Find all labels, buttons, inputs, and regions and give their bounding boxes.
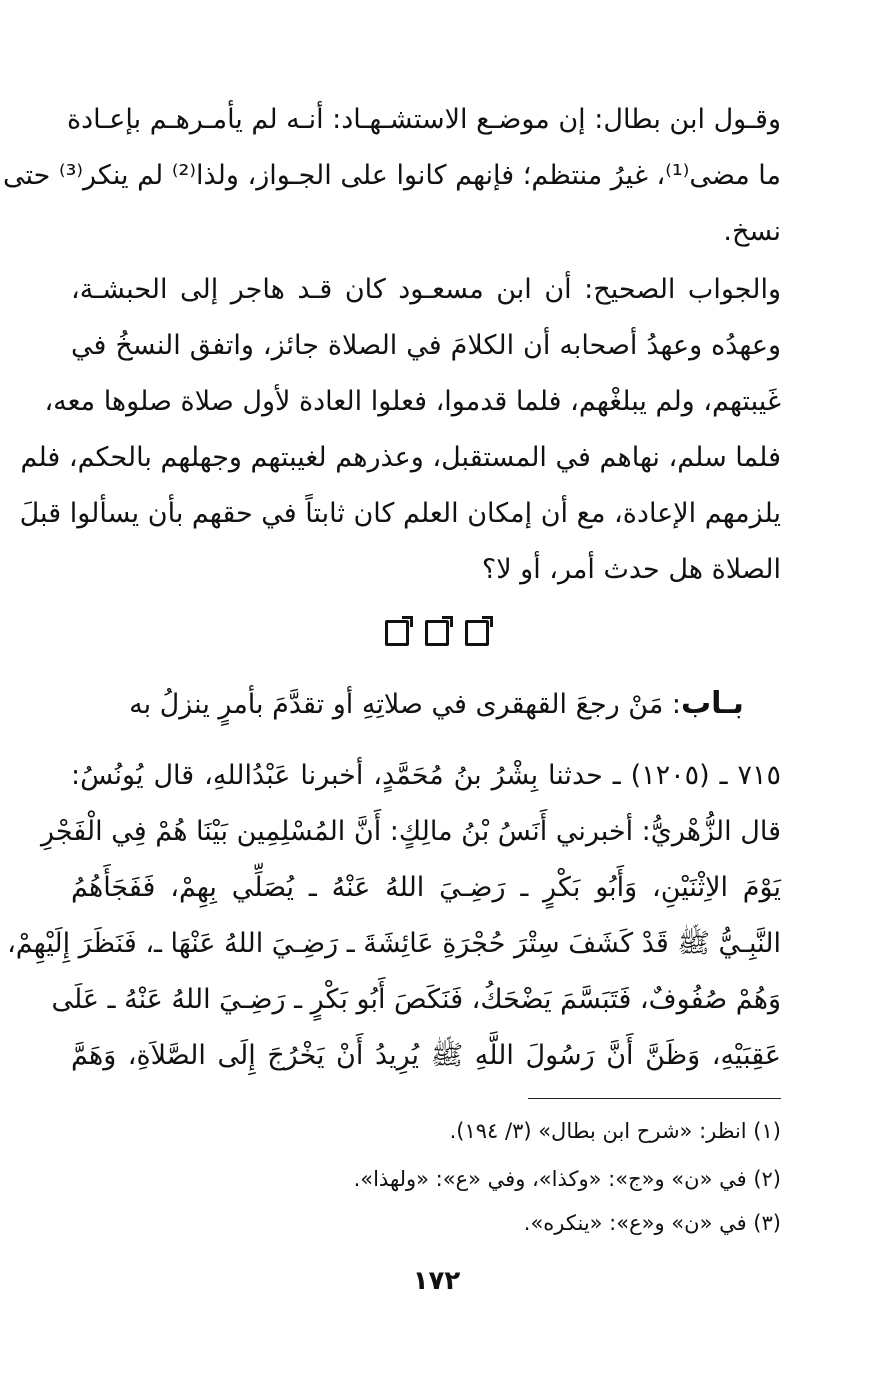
chapter-heading bbox=[0, 684, 873, 725]
square-ornament-icon bbox=[385, 620, 409, 646]
square-ornament-icon bbox=[425, 620, 449, 646]
hadith-line: يَوْمَ الاِثْنَيْنِ، وَأَبُو بَكْرٍ ـ رَضِـيَ اللهُ عَنْهُ ـ يُصَلِّي بِهِمْ، فَفَجَأَهُمُ bbox=[71, 872, 781, 903]
hadith-line: قال الزُّهْريُّ: أخبرني أَنَسُ بْنُ مالِكٍ: أَنَّ المُسْلِمِين بَيْنَا هُمْ فِي الْفَجْرِ bbox=[40, 816, 781, 847]
paragraph-line: والجواب الصحيح: أن ابن مسعـود كان قـد هاجر إلى الحبشـة، bbox=[71, 274, 781, 305]
paragraph-line: وعهدُه وعهدُ أصحابه أن الكلامَ في الصلاة جائز، واتفق النسخُ في bbox=[71, 330, 781, 361]
hadith-line: ٧١٥ ـ (١٢٠٥) ـ حدثنا بِشْرُ بنُ مُحَمَّدٍ، أخبرنا عَبْدُاللهِ، قال يُونُسُ: bbox=[71, 760, 781, 791]
section-divider bbox=[0, 620, 873, 646]
paragraph-line: الصلاة هل حدث أمر، أو لا؟ bbox=[481, 554, 781, 585]
footnote: (١) انظر: «شرح ابن بطال» (٣/ ١٩٤). bbox=[449, 1119, 781, 1143]
paragraph-line: يلزمهم الإعادة، مع أن إمكان العلم كان ثابتاً في حقهم بأن يسألوا قبلَ bbox=[19, 498, 781, 529]
chapter-title-text: : مَنْ رجعَ القهقرى في صلاتِهِ أو تقدَّمَ بأمرٍ ينزلُ به bbox=[129, 689, 681, 720]
paragraph-line: نسخ. bbox=[723, 216, 781, 247]
footnote: (٣) في «ن» و«ع»: «ينكره». bbox=[523, 1211, 781, 1235]
footnote-separator bbox=[528, 1098, 781, 1099]
hadith-line: النَّبِـيُّ ﷺ قَدْ كَشَفَ سِتْرَ حُجْرَةِ عَائِشَةَ ـ رَضِـيَ اللهُ عَنْهَا ـ، فَنَظَرَ إِلَيْهِمْ، bbox=[7, 928, 781, 959]
square-ornament-icon bbox=[465, 620, 489, 646]
paragraph-line: وقـول ابن بطال: إن موضـع الاستشـهـاد: أنـه لم يأمـرهـم بإعـادة bbox=[66, 104, 781, 135]
hadith-line: عَقِبَيْهِ، وَظَنَّ أَنَّ رَسُولَ اللَّهِ ﷺ يُرِيدُ أَنْ يَخْرُجَ إِلَى الصَّلاَةِ، وَهَمَّ bbox=[71, 1040, 781, 1071]
paragraph-line: ما مضى⁽¹⁾، غيرُ منتظم؛ فإنهم كانوا على الجـواز، ولذا⁽²⁾ لم ينكر⁽³⁾ حتى bbox=[3, 160, 781, 191]
paragraph-line: فلما سلم، نهاهم في المستقبل، وعذرهم لغيبتهم وجهلهم بالحكم، فلم bbox=[20, 442, 781, 473]
paragraph-line: غَيبتهم، ولم يبلغْهم، فلما قدموا، فعلوا العادة لأول صلاة صلوها معه، bbox=[44, 386, 781, 417]
hadith-line: وَهُمْ صُفُوفٌ، فَتَبَسَّمَ يَضْحَكُ، فَنَكَصَ أَبُو بَكْرٍ ـ رَضِـيَ اللهُ عَنْهُ ـ عَلَى bbox=[51, 984, 781, 1015]
page-number: ١٧٢ bbox=[412, 1266, 461, 1296]
chapter-label: بـاب bbox=[680, 686, 744, 721]
footnote: (٢) في «ن» و«ج»: «وكذا»، وفي «ع»: «ولهذا». bbox=[353, 1167, 781, 1191]
